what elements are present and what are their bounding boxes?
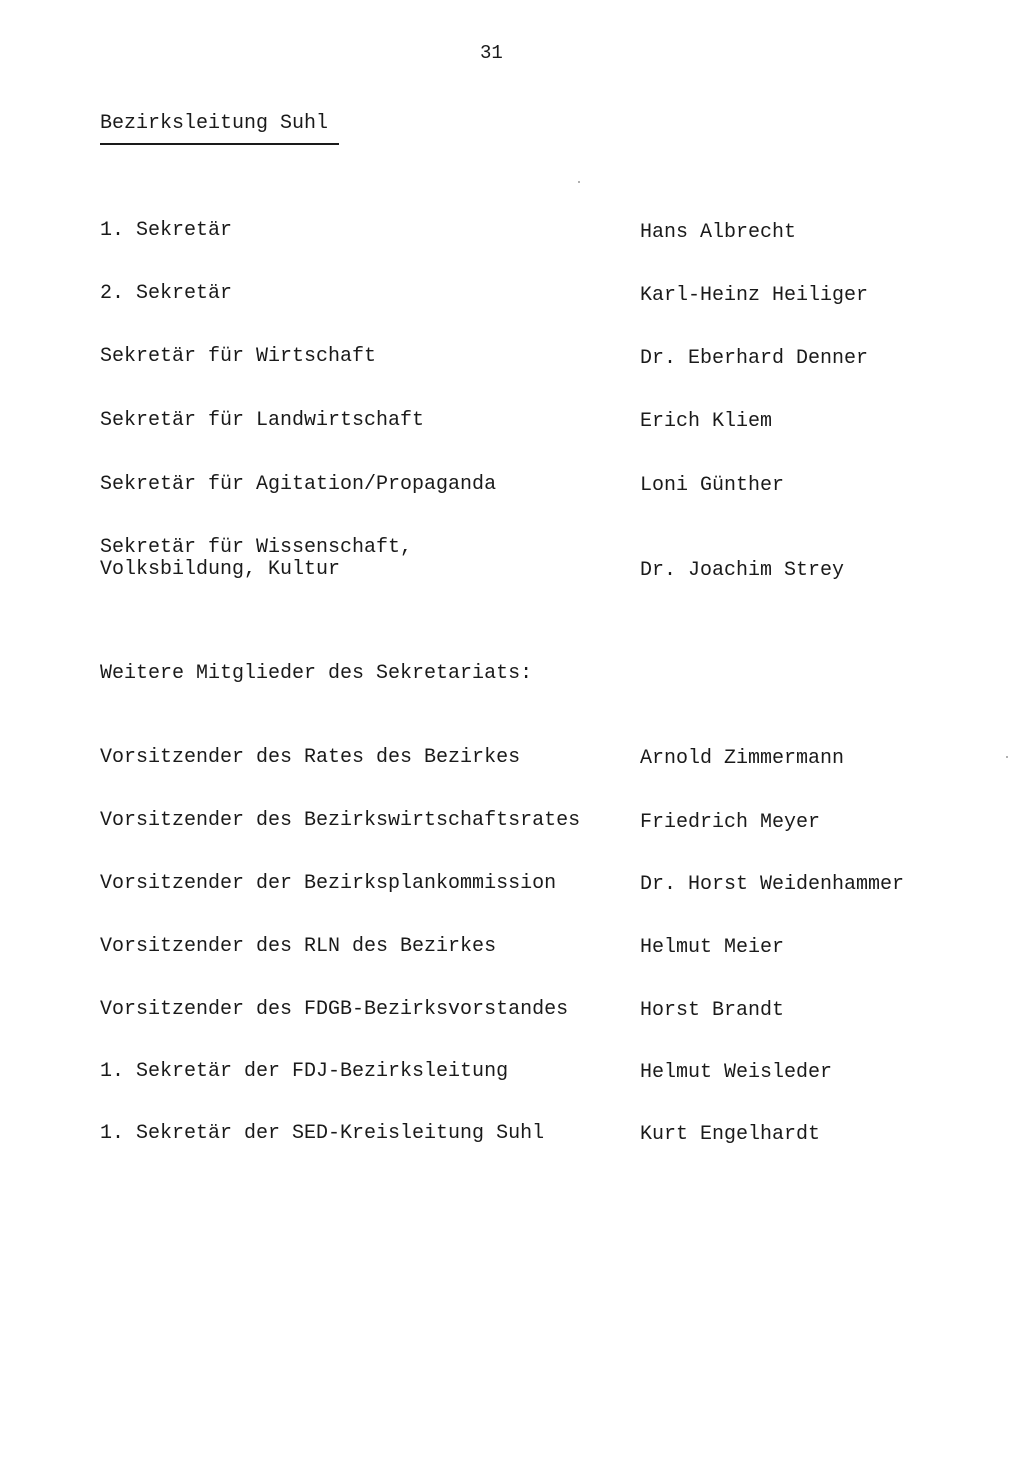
name-chair-planning-commission: Dr. Horst Weidenhammer xyxy=(640,873,905,896)
further-members-heading: Weitere Mitglieder des Sekretariats: xyxy=(100,662,533,685)
name-secretary-agitation: Loni Günther xyxy=(640,474,785,497)
role-chair-fdgb: Vorsitzender des FDGB-Bezirksvorstandes xyxy=(100,998,569,1021)
name-chair-economic-council: Friedrich Meyer xyxy=(640,811,821,834)
role-chair-planning-commission: Vorsitzender der Bezirksplankommission xyxy=(100,872,557,895)
role-second-secretary: 2. Sekretär xyxy=(100,282,233,305)
name-secretary-economy: Dr. Eberhard Denner xyxy=(640,347,869,370)
role-secretary-agitation: Sekretär für Agitation/Propaganda xyxy=(100,473,497,496)
name-chair-fdgb: Horst Brandt xyxy=(640,999,785,1022)
name-chair-council: Arnold Zimmermann xyxy=(640,747,845,770)
role-secretary-fdj: 1. Sekretär der FDJ-Bezirksleitung xyxy=(100,1060,509,1083)
scan-speck xyxy=(578,181,580,183)
name-secretary-agriculture: Erich Kliem xyxy=(640,410,773,433)
role-secretary-agriculture: Sekretär für Landwirtschaft xyxy=(100,409,425,432)
name-secretary-sed-kreis: Kurt Engelhardt xyxy=(640,1123,821,1146)
name-first-secretary: Hans Albrecht xyxy=(640,221,797,244)
page-number: 31 xyxy=(480,42,503,64)
name-chair-rln: Helmut Meier xyxy=(640,936,785,959)
scan-speck xyxy=(1006,756,1008,758)
role-secretary-sed-kreis: 1. Sekretär der SED-Kreisleitung Suhl xyxy=(100,1122,545,1145)
role-secretary-economy: Sekretär für Wirtschaft xyxy=(100,345,377,368)
role-secretary-science-line2: Volksbildung, Kultur xyxy=(100,558,341,581)
role-secretary-science-line1: Sekretär für Wissenschaft, xyxy=(100,536,413,559)
page-heading: Bezirksleitung Suhl xyxy=(100,113,339,145)
role-first-secretary: 1. Sekretär xyxy=(100,219,233,242)
role-chair-economic-council: Vorsitzender des Bezirkswirtschaftsrates xyxy=(100,809,581,832)
name-second-secretary: Karl-Heinz Heiliger xyxy=(640,284,869,307)
role-chair-rln: Vorsitzender des RLN des Bezirkes xyxy=(100,935,497,958)
role-chair-council: Vorsitzender des Rates des Bezirkes xyxy=(100,746,521,769)
name-secretary-science: Dr. Joachim Strey xyxy=(640,559,845,582)
name-secretary-fdj: Helmut Weisleder xyxy=(640,1061,833,1084)
